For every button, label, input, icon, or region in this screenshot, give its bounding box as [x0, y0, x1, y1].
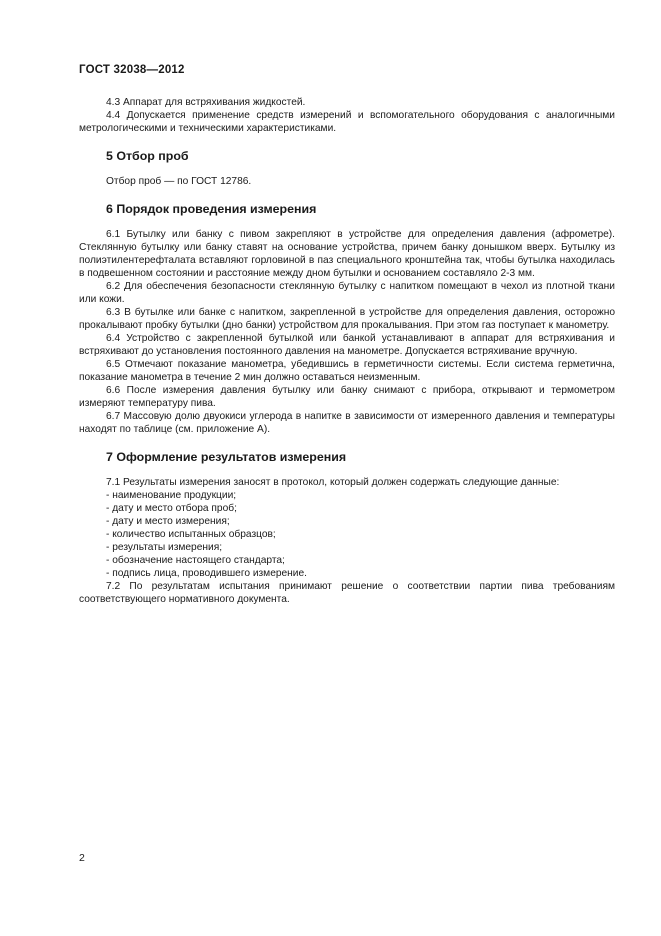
- paragraph-6-2: 6.2 Для обеспечения безопасности стеклянную бутылку с напитком помещают в чехол из плотной ткани или кожи.: [79, 281, 615, 305]
- paragraph-6-4: 6.4 Устройство с закрепленной бутылкой или банкой устанавливают в аппарат для встряхивания и встряхивают до установления постоянного давления на манометре. Допускается встряхивание вручную.: [79, 333, 615, 357]
- list-item: - дату и место измерения;: [106, 516, 230, 527]
- page-number: 2: [79, 852, 85, 864]
- paragraph-6-6: 6.6 После измерения давления бутылку или банку снимают с прибора, открывают и термометром измеряют температуру пива.: [79, 385, 615, 409]
- list-item: - количество испытанных образцов;: [106, 529, 276, 540]
- section-6-heading: 6 Порядок проведения измерения: [106, 202, 317, 216]
- list-item: - наименование продукции;: [106, 490, 237, 501]
- paragraph-6-5: 6.5 Отмечают показание манометра, убедившись в герметичности системы. Если система герметична, показание манометра в течение 2 мин должно оставаться неизменным.: [79, 359, 615, 383]
- paragraph-6-3: 6.3 В бутылке или банке с напитком, закрепленной в устройстве для определения давления, осторожно прокалывают пробку бутылки (дно банки) устройством для прокалывания. При этом газ поступает к манометру.: [79, 307, 615, 331]
- section-7-heading: 7 Оформление результатов измерения: [106, 450, 347, 464]
- list-item: - обозначение настоящего стандарта;: [106, 555, 285, 566]
- paragraph-4-4: 4.4 Допускается применение средств измерений и вспомогательного оборудования с аналогичными метрологическими и техническими характеристиками.: [79, 110, 615, 134]
- list-item: - результаты измерения;: [106, 542, 223, 553]
- paragraph-7-1: 7.1 Результаты измерения заносят в протокол, который должен содержать следующие данные:: [106, 477, 560, 488]
- list-item: - дату и место отбора проб;: [106, 503, 237, 514]
- paragraph-7-2: 7.2 По результатам испытания принимают решение о соответствии партии пива требованиям соответствующего нормативного документа.: [79, 581, 615, 605]
- list-item: - подпись лица, проводившего измерение.: [106, 568, 307, 579]
- section-5-text: Отбор проб — по ГОСТ 12786.: [106, 176, 252, 187]
- document-id-header: ГОСТ 32038—2012: [79, 64, 185, 76]
- paragraph-6-1: 6.1 Бутылку или банку с пивом закрепляют в устройстве для определения давления (афрометре). Стеклянную бутылку или банку ставят на основание устройства, причем банку донышком вверх. Бутылку из полиэтилентерефталата вставляют горловиной в паз специального кронштейна так, чтобы бутылка находилась в подвешенном состоянии и расстояние между дном бутылки и основанием составляло 2-3 мм.: [79, 229, 615, 279]
- section-5-heading: 5 Отбор проб: [106, 149, 189, 163]
- paragraph-4-3: 4.3 Аппарат для встряхивания жидкостей.: [106, 97, 306, 108]
- paragraph-6-7: 6.7 Массовую долю двуокиси углерода в напитке в зависимости от измеренного давления и температуры находят по таблице (см. приложение А).: [79, 411, 615, 435]
